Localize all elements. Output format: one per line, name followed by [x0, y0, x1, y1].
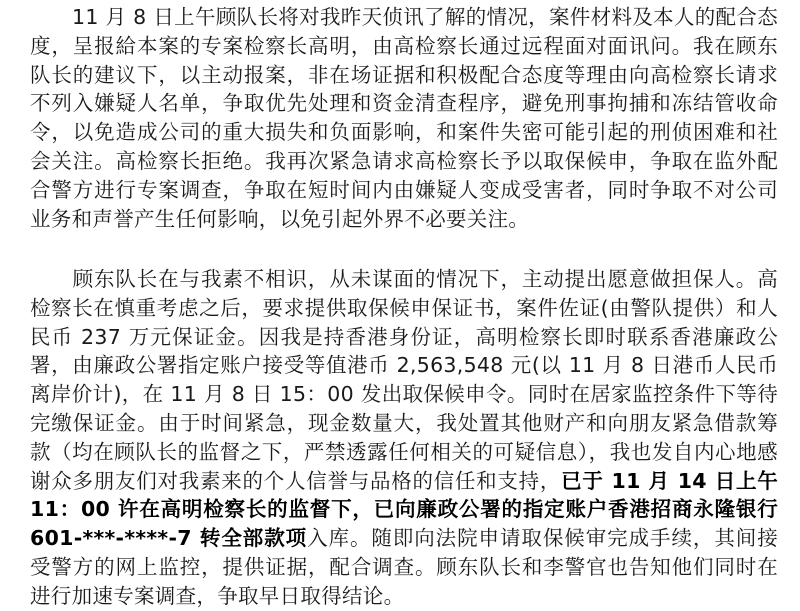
paragraph-2 — [30, 265, 778, 611]
paragraph-1 — [30, 3, 778, 233]
paragraph-2-text: 顾东队长在与我素不相识，从未谋面的情况下，主动提出愿意做担保人。高检察长在慎重考虑之后，要求提供取保候申保证书，案件佐证(由警队提供）和人民币 237 万元保证金。因我是持香港身份证，高明检察长即时联系香港廉政公署，由廉政公署指定账户接受等值港币 2,563,548 元(以 11 月 8 日港币人民币离岸价计)，在 11 月 8 日 15：00 发出取保候申令。同时在居家监控条件下等待完缴保证金。由于时间紧急，现金数量大，我处置其他财产和向朋友紧急借款筹款（均在顾队长的监督之下，严禁透露任何相关的可疑信息），我也发自内心地感谢众多朋友们对我素来的个人信誉与品格的信任和支持， — [30, 267, 778, 493]
paragraph-2-text-end: 入库。随即向法院申请取保候审完成手续，其间接受警方的网上监控，提供证据，配合调查。顾东队长和李警官也告知他们同时在进行加速专案调查，争取早日取得结论。 — [30, 526, 778, 608]
paragraph-2-bold-text: 已于 11 月 14 日上午 11：00 许在高明检察长的监督下，已向廉政公署的指定账户香港招商永隆银行 601-***-****-7 转全部款项 — [30, 468, 778, 551]
paragraph-1-text: 11 月 8 日上午顾队长将对我昨天侦讯了解的情况，案件材料及本人的配合态度，呈报給本案的专案检察长高明，由高检察长通过远程面对面讯问。我在顾东队长的建议下，以主动报案，非在场证据和积极配合态度等理由向高检察长请求不列入嫌疑人名单，争取优先处理和资金清查程序，避免刑事拘捕和冻结管收命令，以免造成公司的重大损失和负面影响，和案件失密可能引起的刑侦困难和社会关注。高检察长拒绝。我再次紧急请求高检察长予以取保候申，争取在监外配合警方进行专案调查，争取在短时间内由嫌疑人变成受害者，同时争取不对公司业务和声誉产生任何影响，以免引起外界不必要关注。 — [30, 5, 778, 231]
